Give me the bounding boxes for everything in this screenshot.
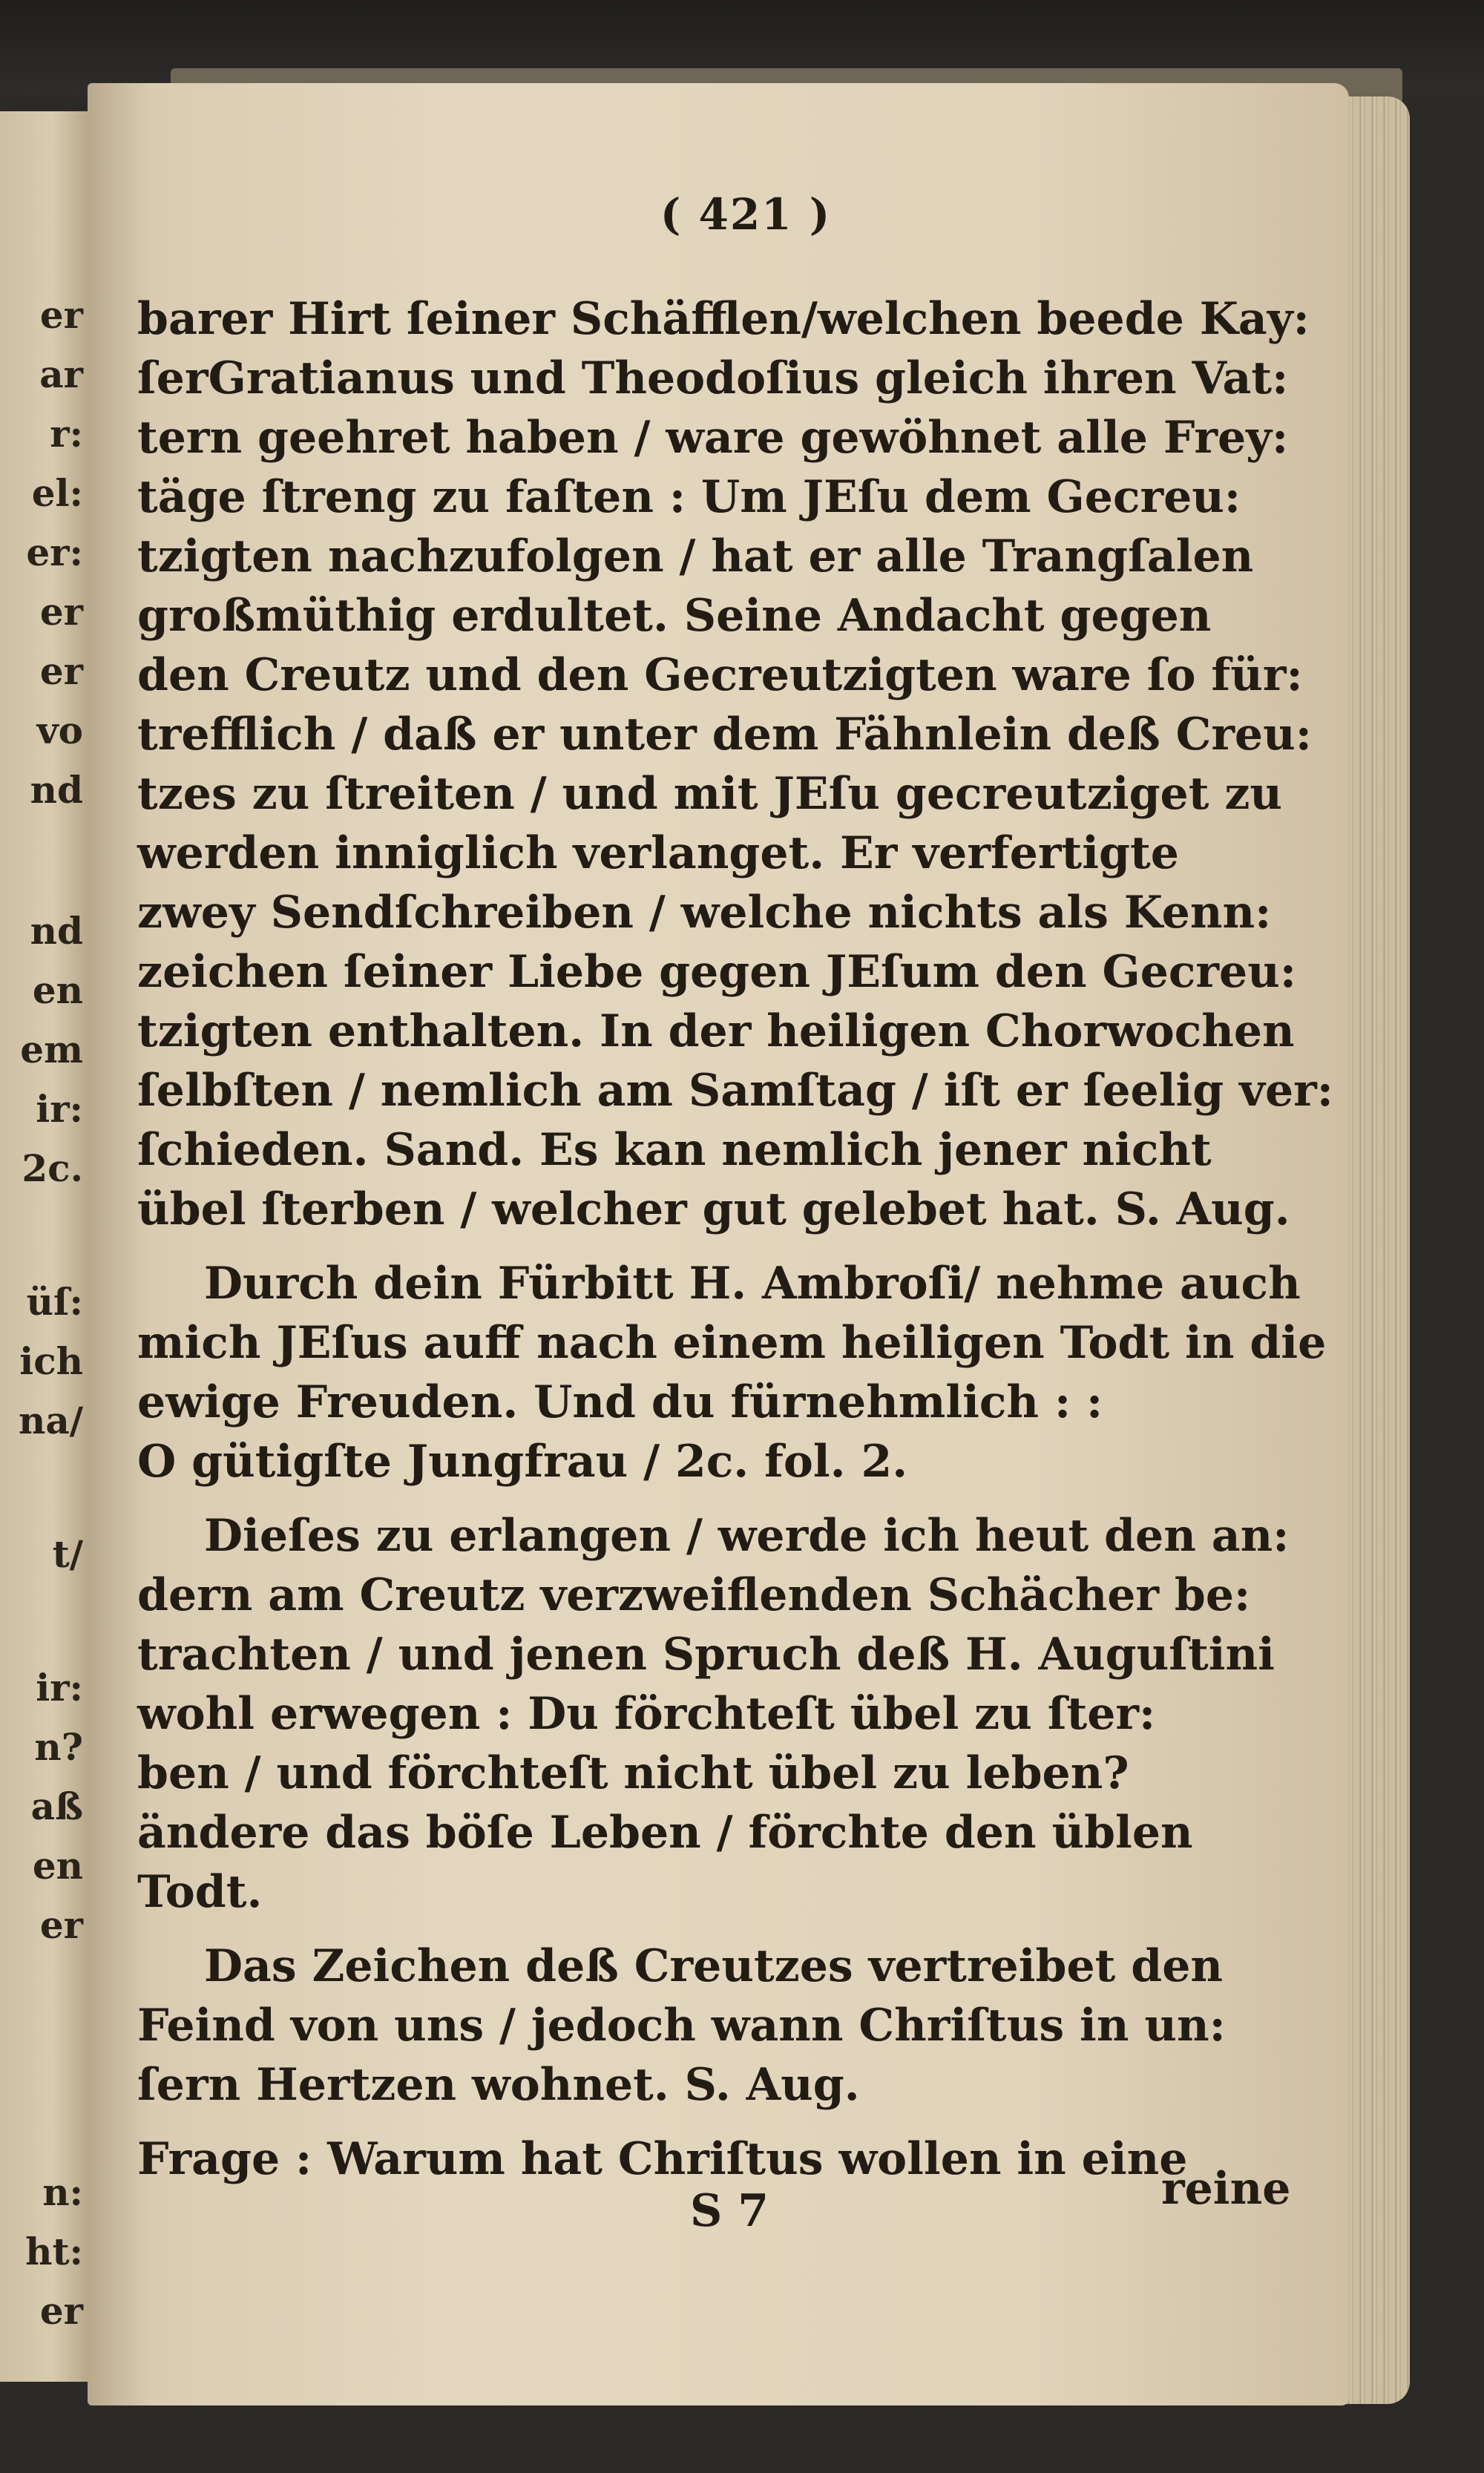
text-line: trachten / und jenen Spruch deß H. Auguſtini xyxy=(137,1629,1275,1681)
edge-fragment: en xyxy=(32,968,83,1012)
edge-fragment: er: xyxy=(26,531,83,574)
text-line: Durch dein Fürbitt H. Ambroſi/ nehme auch xyxy=(204,1258,1301,1310)
text-line: den Creutz und den Gecreutzigten ware ſo für: xyxy=(137,649,1303,701)
text-line: ben / und förchteſt nicht übel zu leben? xyxy=(137,1747,1129,1799)
page-header: ( 421 ) xyxy=(660,189,832,240)
edge-fragment: er xyxy=(39,590,83,634)
edge-fragment: er xyxy=(39,1903,83,1947)
text-line: übel ſterben / welcher gut gelebet hat. S. Aug. xyxy=(137,1183,1290,1235)
text-line: ſerGratianus und Theodoſius gleich ihren Vat: xyxy=(137,352,1289,404)
edge-fragment: r: xyxy=(50,412,83,456)
text-line: täge ſtreng zu faſten : Um JEſu dem Gecreu: xyxy=(137,471,1241,523)
edge-fragment: em xyxy=(20,1028,83,1071)
edge-fragment: ir: xyxy=(36,1087,83,1131)
text-line: trefflich / daß er unter dem Fähnlein deß Creu: xyxy=(137,709,1312,761)
text-line: Das Zeichen deß Creutzes vertreibet den xyxy=(204,1940,1223,1992)
edge-fragment: üſ: xyxy=(26,1280,83,1324)
text-line: ſern Hertzen wohnet. S. Aug. xyxy=(137,2059,860,2111)
edge-fragment: er xyxy=(39,2289,83,2333)
text-line: ſelbſten / nemlich am Samſtag / iſt er ſeelig ver: xyxy=(137,1065,1333,1117)
left-page-edge xyxy=(0,111,91,2382)
text-line: barer Hirt ſeiner Schäfflen/welchen beede Kay: xyxy=(137,293,1310,345)
edge-fragment: nd xyxy=(30,909,83,953)
text-line: ſchieden. Sand. Es kan nemlich jener nicht xyxy=(137,1124,1212,1176)
edge-fragment: n? xyxy=(34,1725,83,1769)
text-line: O gütigſte Jungfrau / 2c. fol. 2. xyxy=(137,1436,908,1488)
text-line: zeichen ſeiner Liebe gegen JEſum den Gecreu: xyxy=(137,946,1296,998)
edge-fragment: na/ xyxy=(18,1399,83,1442)
text-line: ewige Freuden. Und du fürnehmlich : : xyxy=(137,1376,1103,1428)
text-line: großmüthig erdultet. Seine Andacht gegen xyxy=(137,590,1212,642)
text-line: tzigten enthalten. In der heiligen Chorwochen xyxy=(137,1005,1295,1057)
text-line: Dieſes zu erlangen / werde ich heut den an: xyxy=(204,1510,1290,1562)
text-line: werden inniglich verlanget. Er verfertigte xyxy=(137,827,1179,879)
text-line: Feind von uns / jedoch wann Chriſtus in un: xyxy=(137,2000,1226,2052)
text-line: tzigten nachzufolgen / hat er alle Trangſalen xyxy=(137,531,1254,582)
edge-fragment: vo xyxy=(36,709,83,752)
text-line: ändere das böſe Leben / förchte den üblen xyxy=(137,1807,1193,1859)
signature-mark: S 7 xyxy=(690,2185,769,2237)
edge-fragment: aß xyxy=(30,1784,83,1828)
catchword: reine xyxy=(1161,2163,1291,2215)
edge-fragment: er xyxy=(39,649,83,693)
edge-fragment: ar xyxy=(39,352,83,396)
text-line: tern geehret haben / ware gewöhnet alle Frey: xyxy=(137,412,1289,464)
edge-fragment: ht: xyxy=(25,2230,83,2273)
edge-fragment: ir: xyxy=(36,1666,83,1710)
edge-fragment: n: xyxy=(42,2170,83,2214)
text-line: zwey Sendſchreiben / welche nichts als Kenn: xyxy=(137,887,1272,939)
text-line: dern am Creutz verzweiflenden Schächer be: xyxy=(137,1569,1251,1621)
text-line: Todt. xyxy=(137,1866,263,1918)
text-line: wohl erwegen : Du förchteſt übel zu ſter: xyxy=(137,1688,1156,1740)
edge-fragment: el: xyxy=(31,471,83,515)
text-line: mich JEſus auff nach einem heiligen Todt in die xyxy=(137,1317,1327,1369)
text-line: Frage : Warum hat Chriſtus wollen in eine xyxy=(137,2133,1188,2185)
edge-fragment: en xyxy=(32,1844,83,1888)
edge-fragment: er xyxy=(39,293,83,337)
edge-fragment: nd xyxy=(30,768,83,812)
text-line: tzes zu ſtreiten / und mit JEſu gecreutziget zu xyxy=(137,768,1283,820)
edge-fragment: ich xyxy=(19,1339,83,1383)
edge-fragment: 2c. xyxy=(22,1146,83,1190)
edge-fragment: t/ xyxy=(52,1532,83,1576)
